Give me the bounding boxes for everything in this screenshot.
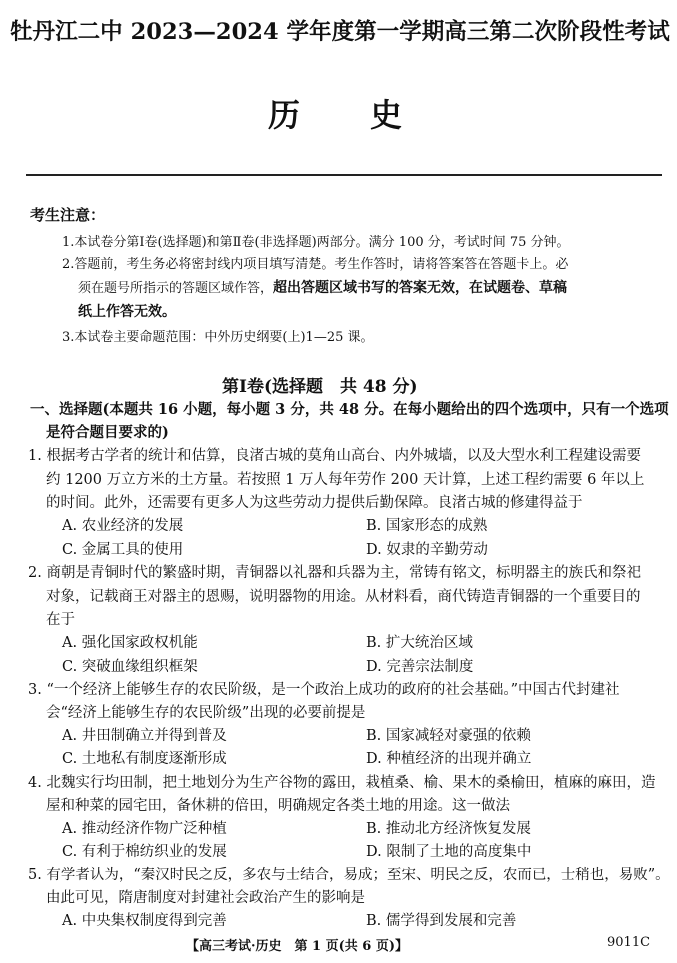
subject-char-1: 历 bbox=[268, 96, 301, 134]
q2-stem-line-2: 对象，记载商王对器主的恩赐，说明器物的用途。从材料看，商代铸造青铜器的一个重要目的 bbox=[46, 589, 641, 605]
q5-option-a: A. 中央集权制度得到完善 bbox=[62, 913, 227, 929]
q4-option-a: A. 推动经济作物广泛种植 bbox=[62, 821, 227, 837]
subject-char-2: 史 bbox=[370, 96, 403, 134]
q2-option-c: C. 突破血缘组织框架 bbox=[62, 659, 198, 675]
notice-item-2-line-1: 2.答题前，考生务必将密封线内项目填写清楚。考生作答时，请将答案答在答题卡上。必 bbox=[62, 257, 569, 272]
section-instruction-line-2: 是符合题目要求的) bbox=[46, 424, 169, 441]
q2-option-a: A. 强化国家政权机能 bbox=[62, 635, 198, 651]
q3-option-d: D. 种植经济的出现并确立 bbox=[366, 751, 532, 767]
q4-option-b: B. 推动北方经济恢复发展 bbox=[366, 821, 531, 837]
q1-stem-line-3: 的时间。此外，还需要有更多人为这些劳动力提供后勤保障。良渚古城的修建得益于 bbox=[46, 495, 583, 511]
q3-option-c: C. 土地私有制度逐渐形成 bbox=[62, 751, 227, 767]
q2-option-d: D. 完善宗法制度 bbox=[366, 659, 474, 675]
q1-stem-line-2: 约 1200 万立方米的土方量。若按照 1 万人每年劳作 200 天计算，上述工程约需要 6 年以上 bbox=[46, 472, 645, 488]
header-divider bbox=[26, 174, 662, 176]
notice-item-2-line-2 bbox=[78, 277, 567, 297]
subject-title bbox=[268, 90, 402, 136]
q5-stem-line-1: 5. 有学者认为，“秦汉时民之反，多农与士结合，易成；至宋、明民之反，农而已，士稍也，易败”。 bbox=[28, 867, 670, 883]
notice-item-2-line-3: 纸上作答无效。 bbox=[78, 304, 176, 320]
q1-option-b: B. 国家形态的成熟 bbox=[366, 518, 488, 534]
q4-stem-line-2: 屋和种菜的园宅田，备休耕的倍田，明确规定各类土地的用途。这一做法 bbox=[46, 798, 510, 814]
q5-option-b: B. 儒学得到发展和完善 bbox=[366, 913, 517, 929]
notice-heading: 考生注意： bbox=[30, 206, 106, 224]
q1-option-a: A. 农业经济的发展 bbox=[62, 518, 184, 534]
q2-stem-line-3: 在于 bbox=[46, 612, 75, 628]
q1-option-d: D. 奴隶的辛勤劳动 bbox=[366, 542, 488, 558]
q2-option-b: B. 扩大统治区域 bbox=[366, 635, 473, 651]
notice-item-3: 3.本试卷主要命题范围：中外历史纲要(上)1—25 课。 bbox=[62, 330, 374, 345]
q1-stem-line-1: 1. 根据考古学者的统计和估算，良渚古城的莫角山高台、内外城墙，以及大型水利工程建设需要 bbox=[28, 448, 641, 464]
q3-stem-line-1: 3. “一个经济上能够生存的农民阶级，是一个政治上成功的政府的社会基础。”中国古代封建社 bbox=[28, 682, 620, 698]
section-instruction-line-1: 一、选择题(本题共 16 小题，每小题 3 分，共 48 分。在每小题给出的四个选项中，只有一个选项 bbox=[30, 401, 669, 418]
part1-title: 第Ⅰ卷(选择题 共 48 分) bbox=[222, 377, 418, 397]
q5-stem-line-2: 由此可见，隋唐制度对封建社会政治产生的影响是 bbox=[46, 890, 365, 906]
notice-warning-text: 超出答题区域书写的答案无效，在试题卷、草稿 bbox=[273, 280, 568, 296]
q2-stem-line-1: 2. 商朝是青铜时代的繁盛时期，青铜器以礼器和兵器为主，常铸有铭文，标明器主的族氏和祭祀 bbox=[28, 565, 641, 581]
exam-title: 牡丹江二中 2023—2024 学年度第一学期高三第二次阶段性考试 bbox=[10, 19, 670, 45]
notice-item-1: 1.本试卷分第Ⅰ卷(选择题)和第Ⅱ卷(非选择题)两部分。满分 100 分，考试时间 75 分钟。 bbox=[62, 235, 570, 250]
q3-option-b: B. 国家减轻对豪强的依赖 bbox=[366, 728, 531, 744]
q4-option-d: D. 限制了土地的高度集中 bbox=[366, 844, 532, 860]
q4-stem-line-1: 4. 北魏实行均田制，把土地划分为生产谷物的露田，栽植桑、榆、果木的桑榆田，植麻的麻田，造 bbox=[28, 775, 656, 791]
notice-item-2-text: 须在题号所指示的答题区域作答， bbox=[78, 281, 274, 296]
q3-stem-line-2: 会“经济上能够生存的农民阶级”出现的必要前提是 bbox=[46, 705, 366, 721]
q3-option-a: A. 井田制确立并得到普及 bbox=[62, 728, 227, 744]
page-footer: 【高三考试·历史 第 1 页(共 6 页)】 bbox=[186, 939, 409, 954]
exam-code: 9011C bbox=[607, 935, 651, 950]
q1-option-c: C. 金属工具的使用 bbox=[62, 542, 184, 558]
q4-option-c: C. 有利于棉纺织业的发展 bbox=[62, 844, 227, 860]
